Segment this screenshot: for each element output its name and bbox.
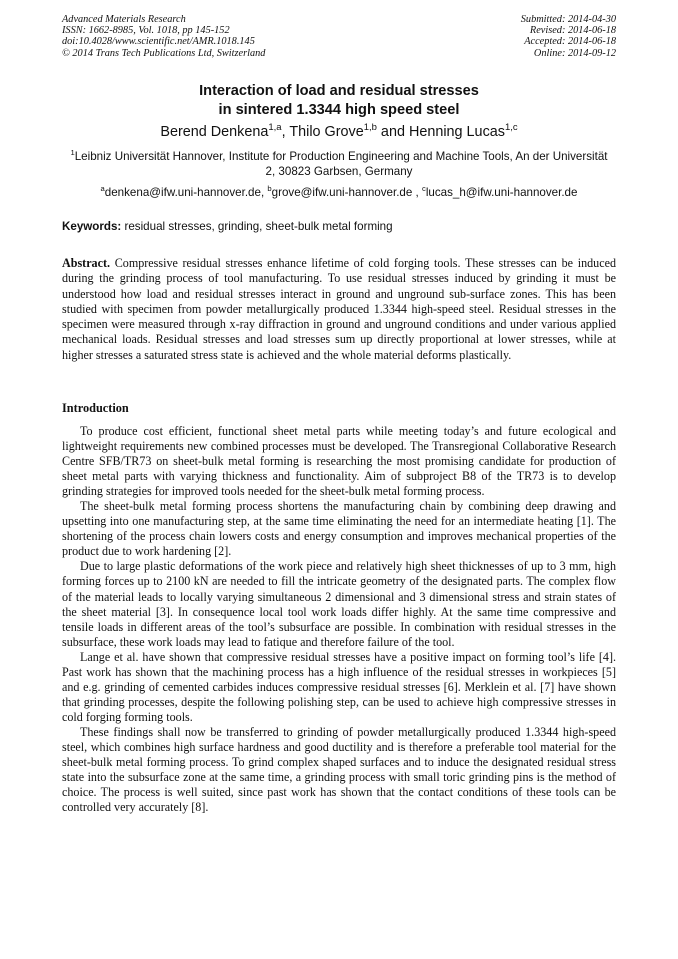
keywords [62,219,393,234]
author-name: Thilo Grove [289,124,364,140]
online-date: Online: 2014-09-12 [533,47,616,59]
affiliation-superscript: 1 [70,148,75,158]
paragraph: The sheet-bulk metal forming process shortens the manufacturing chain by combining deep drawing and upsetting into one manufacturing step, at the same time eliminating the need for an intermediate heating [1]. The shortening of the process chain lowers costs and energy consumption and improves mechanical properties of the product due to work hardening [2]. [62,499,616,559]
issn-volume: ISSN: 1662-8985, Vol. 1018, pp 145-152 [62,25,230,37]
revised-date: Revised: 2014-06-18 [529,25,616,37]
email-superscript: a [100,184,105,194]
author-name: Henning Lucas [408,124,505,140]
author-name: Berend Denkena [160,124,269,140]
keywords-label: Keywords: [62,220,122,233]
author-superscript: 1,b [363,122,377,134]
author-list [62,123,616,141]
author-superscript: 1,a [268,122,282,134]
paragraph: Lange et al. have shown that compressive residual stresses have a positive impact on forming tool’s life [4]. Past work has shown that the machining process has a high influence of the residual stresses in workpieces [5] and e.g. grinding of cemented carbides induces compressive residual stresses [6]. Merklein et al. [7] have shown that grinding processes, despite the following polishing step, can be used to achieve high compressive stresses in cold forging forming tools. [62,649,616,724]
email-link[interactable]: denkena@ifw.uni-hannover.de, [104,186,268,199]
author-superscript: 1,c [504,122,518,134]
title-line-1: Interaction of load and residual stresses [199,83,479,99]
affiliation [66,149,612,179]
publication-dates [521,14,616,59]
paragraph: Due to large plastic deformations of the work piece and relatively high sheet thicknesses of up to 3 mm, high forming forces up to 2100 kN are needed to fill the intricate geometry of the designated parts. The complex flow of the material leads to locally varying simultaneous 2 dimensional and 3 dimensional stress and strain states of the sheet material [3]. In consequence local tool work loads differ highly. At the same time compressive and tensile loads in different areas of the tool’s subsurface are possible. In combination with residual stresses in the subsurface, these work loads may lead to fatique and therefore failure of the tool. [62,559,616,649]
paper-title [62,82,616,120]
paragraph: To produce cost efficient, functional sheet metal parts while meeting today’s and future ecological and lightweight requirements new combined processes must be developed. The Transregional Collaborative Research Centre SFB/TR73 on sheet-bulk metal forming is researching the most promising candidate for production of sheet metal parts with varying thickness and functionality. Aim of subproject B8 of the TR73 is to develop grinding strategies for improved tools needed for the sheet-bulk metal forming process. [62,424,616,499]
paragraph: These findings shall now be transferred to grinding of powder metallurgically produced 1.3344 high-speed steel, which combines high surface hardness and good ductility and is therefore a preferable tool material for the sheet-bulk metal forming process. To grind complex shaped surfaces and to induce the designated residual stress state into the subsurface zone at the same time, a grinding process with small toric grinding pins is the method of choice. The process is well suited, since past work has shown that the contact conditions of these tools can be controlled very accurately [8]. [62,724,616,815]
introduction-body [62,424,616,815]
title-line-2: in sintered 1.3344 high speed steel [218,102,460,118]
journal-name: Advanced Materials Research [62,14,186,25]
email-list [62,185,616,200]
email-link[interactable]: grove@ifw.uni-hannover.de , [271,186,422,199]
affiliation-text: Leibniz Universität Hannover, Institute for Production Engineering and Machine Tools, An der Universität 2, 30823 Garbsen, Germany [74,150,608,178]
doi: doi:10.4028/www.scientific.net/AMR.1018.145 [62,36,255,48]
section-heading-introduction: Introduction [62,401,129,415]
accepted-date: Accepted: 2014-06-18 [524,36,616,48]
journal-info [62,14,265,59]
abstract-text: Compressive residual stresses enhance lifetime of cold forging tools. These stresses can be induced during the grinding process of tool manufacturing. To use residual stresses induced by grinding it must be understood how load and residual stresses interact in ground and unground sub-surface zones. This has been studied with specimen from powder metallurgically produced 1.3344 high-speed steel. Residual stresses in the specimen were measured through x-ray diffraction in ground and unground conditions and under various applied mechanical loads. Residual stresses and load stresses sum up directly proportional at lower stresses, while at higher stresses a saturated stress state is achieved and the whole material deforms plastically. [62,256,616,362]
abstract-label: Abstract. [62,256,111,270]
author-separator: and [376,124,409,140]
email-superscript: b [267,184,272,194]
submitted-date: Submitted: 2014-04-30 [520,14,616,25]
keywords-text: residual stresses, grinding, sheet-bulk metal forming [121,220,393,233]
email-link[interactable]: lucas_h@ifw.uni-hannover.de [425,186,578,199]
author-separator: , [281,124,290,140]
email-superscript: c [421,184,426,194]
copyright: © 2014 Trans Tech Publications Ltd, Switzerland [62,47,266,59]
abstract [62,256,616,363]
